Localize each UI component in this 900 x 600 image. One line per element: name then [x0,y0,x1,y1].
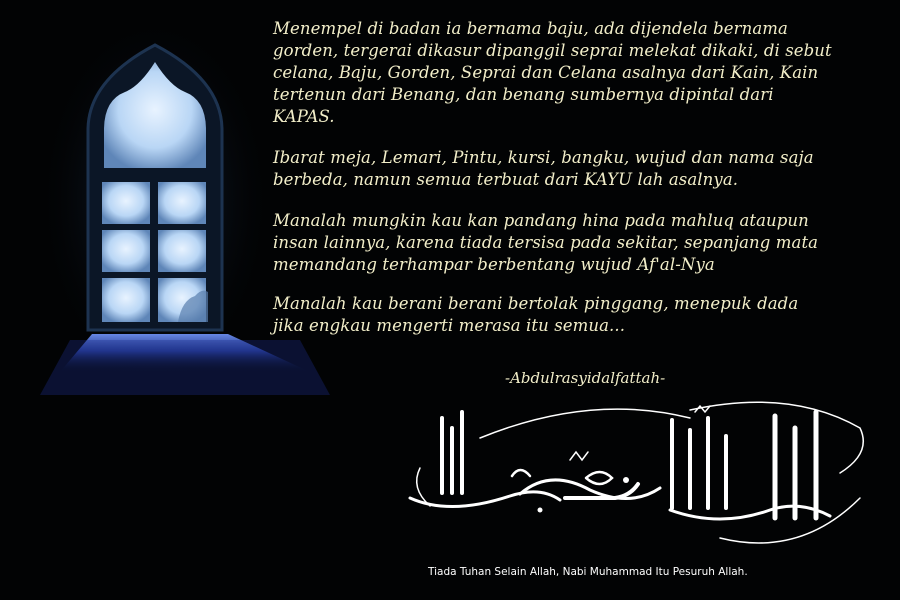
verse-paragraph: Manalah kau berani berani bertolak pinggang, menepuk dada jika engkau mengerti merasa itu semua... [273,294,799,335]
translation-caption: Tiada Tuhan Selain Allah, Nabi Muhammad Itu Pesuruh Allah. [428,566,748,578]
verse-paragraph: Menempel di badan ia bernama baju, ada dijendela bernama gorden, tergerai dikasur dipanggil seprai melekat dikaki, di sebut celana, Baju, Gorden, Seprai dan Celana asalnya dari Kain, Kain tertenun dari Benang, dan benang sumbernya dipintal dari KAPAS. [273,19,832,126]
shahada-calligraphy [390,398,880,568]
author-signature: -Abdulrasyidalfattah- [505,369,666,387]
verse-paragraph: Manalah mungkin kau kan pandang hina pada mahluq ataupun insan lainnya, karena tiada tersisa pada sekitar, sepanjang mata memandang terhampar berbentang wujud Af'al-Nya [273,211,819,274]
verse-paragraph: Ibarat meja, Lemari, Pintu, kursi, bangku, wujud dan nama saja berbeda, namun semua terbuat dari KAYU lah asalnya. [273,148,814,189]
